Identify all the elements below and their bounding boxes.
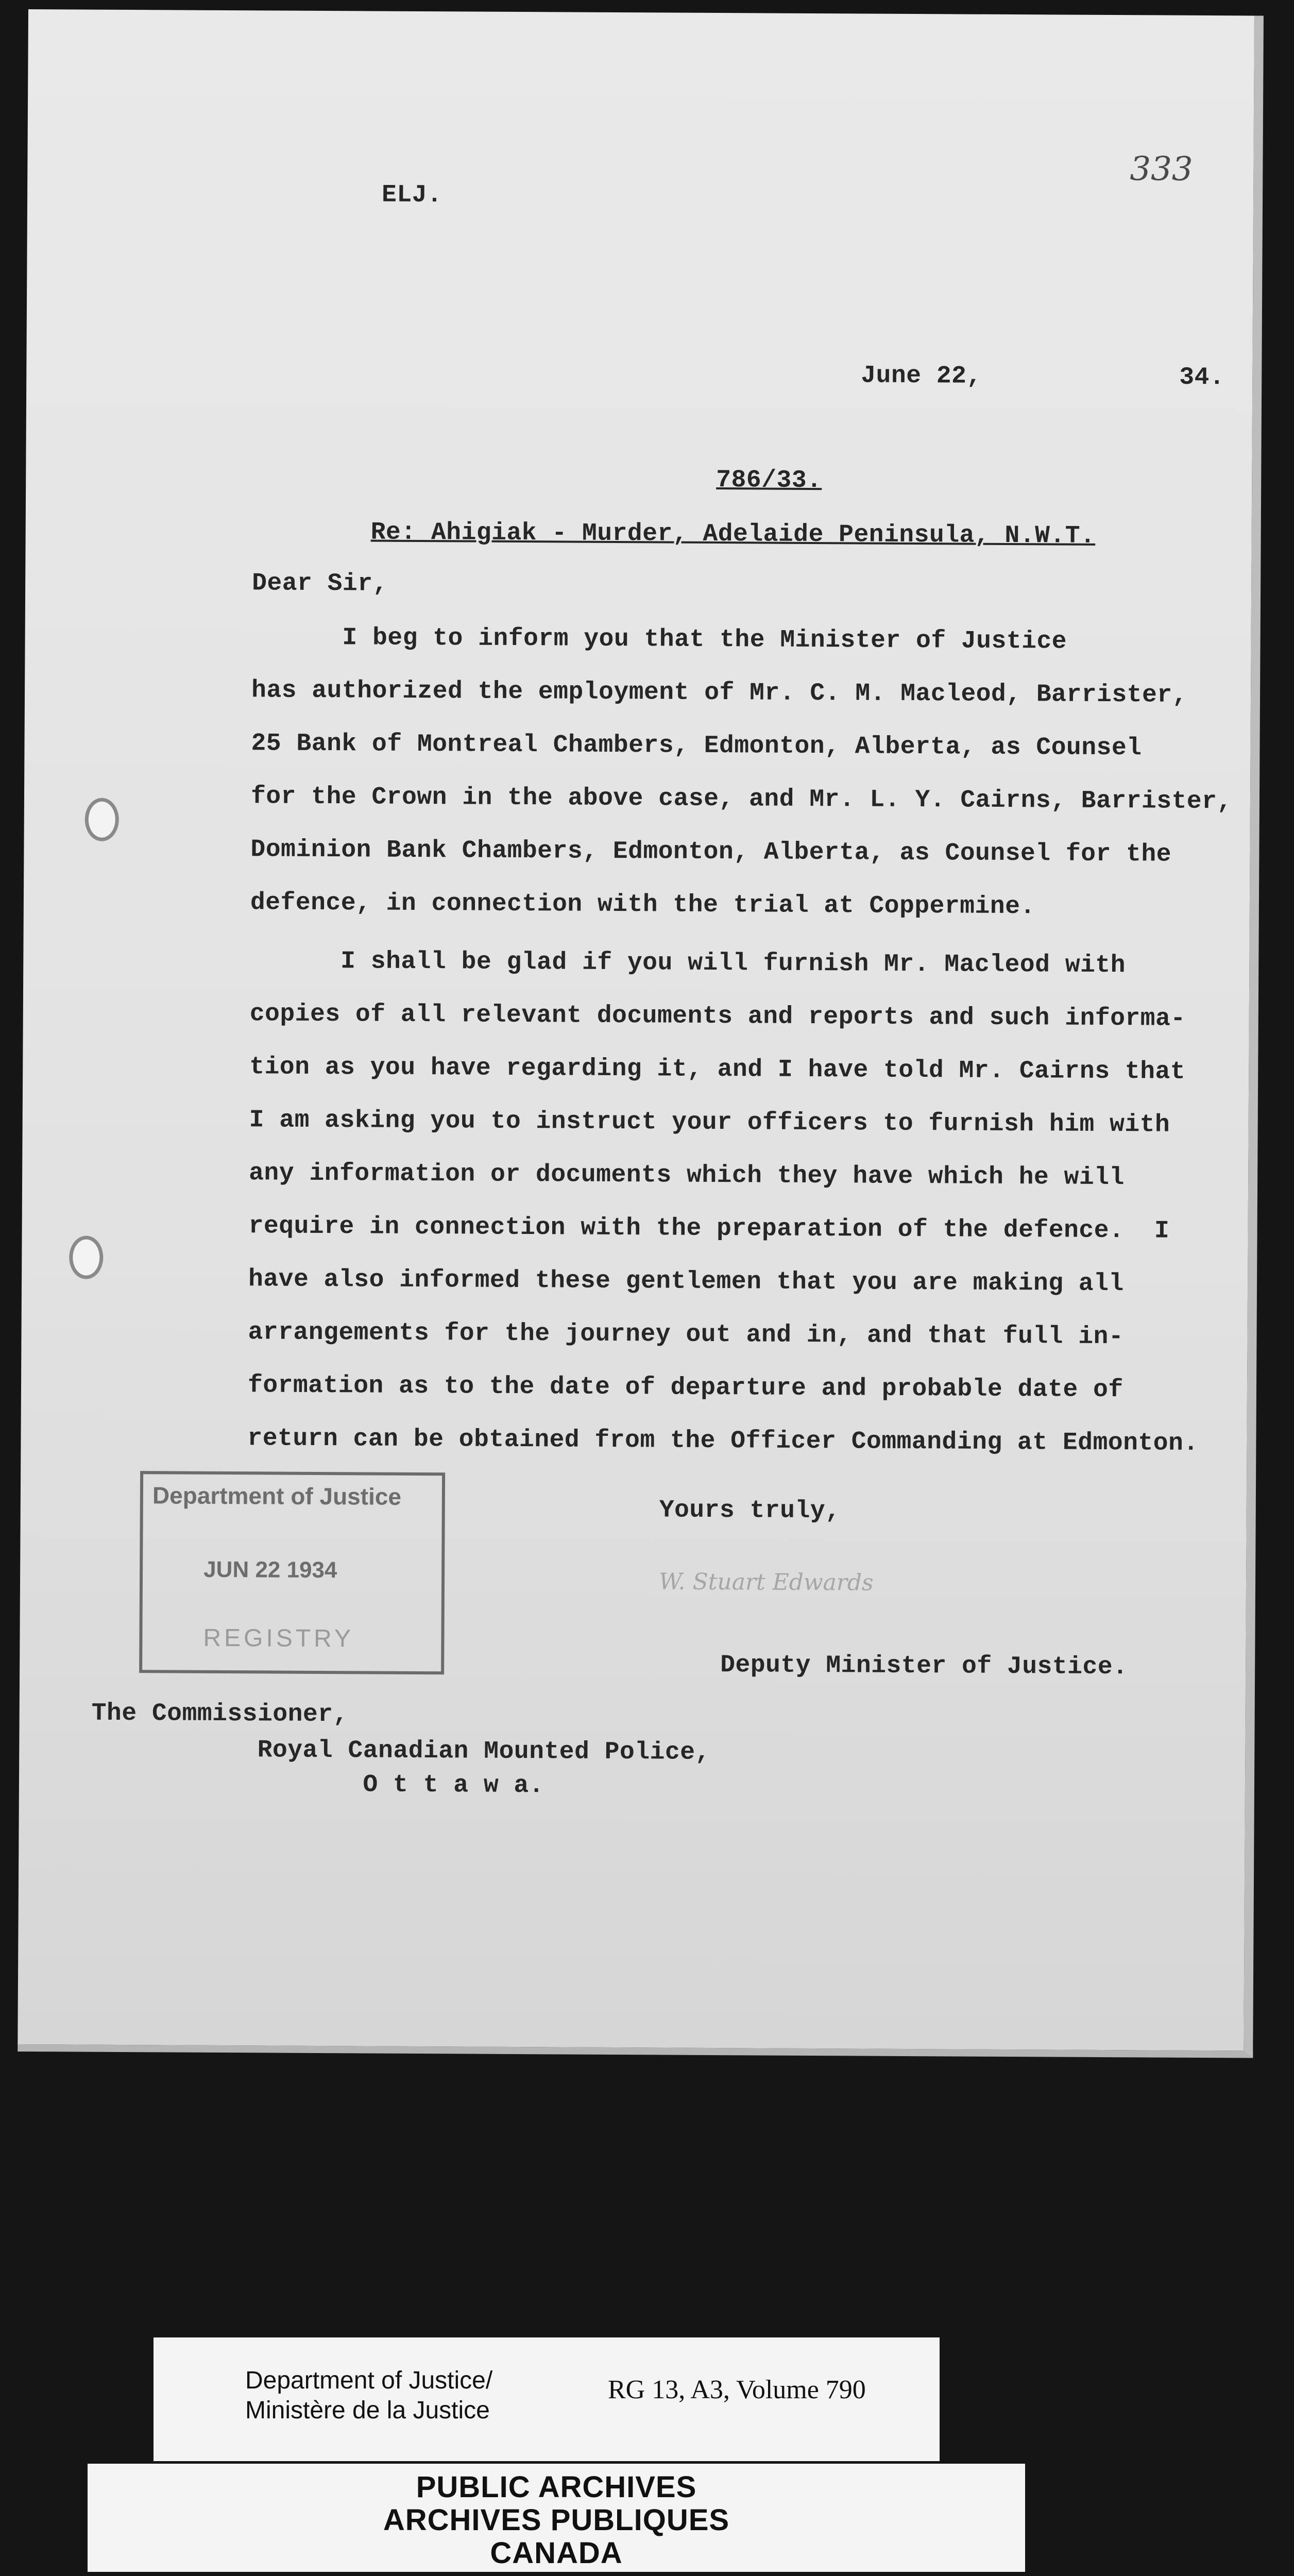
archives-country: CANADA	[490, 2536, 623, 2570]
record-group-reference: RG 13, A3, Volume 790	[608, 2375, 866, 2404]
archives-english: PUBLIC ARCHIVES	[416, 2470, 697, 2504]
body-line: any information or documents which they have which he will	[249, 1159, 1125, 1192]
signatory-title: Deputy Minister of Justice.	[720, 1651, 1128, 1682]
body-line: copies of all relevant documents and reports and such informa-	[249, 1000, 1186, 1033]
archives-label-card	[88, 2464, 1025, 2572]
body-line: I shall be glad if you will furnish Mr. Macleod with	[250, 947, 1126, 980]
addressee-line: Royal Canadian Mounted Police,	[91, 1735, 710, 1767]
addressee-line: The Commissioner,	[91, 1699, 349, 1729]
subject-line: Re: Ahigiak - Murder, Adelaide Peninsula, N.W.T.	[370, 518, 1096, 550]
stamp-registry: REGISTRY	[203, 1624, 354, 1653]
body-line: Dominion Bank Chambers, Edmonton, Alberta, as Counsel for the	[250, 836, 1172, 869]
body-line: 25 Bank of Montreal Chambers, Edmonton, Alberta, as Counsel	[251, 730, 1142, 762]
stamp-department: Department of Justice	[152, 1482, 402, 1510]
body-line: have also informed these gentlemen that you are making all	[248, 1265, 1124, 1298]
body-line: return can be obtained from the Officer Commanding at Edmonton.	[247, 1425, 1199, 1458]
closing: Yours truly,	[659, 1496, 841, 1526]
letter-year: 34.	[1179, 363, 1225, 392]
registry-stamp	[139, 1471, 445, 1674]
file-number: 786/33.	[716, 466, 822, 495]
source-label-card	[154, 2337, 940, 2461]
typist-initials: ELJ.	[381, 181, 442, 210]
salutation: Dear Sir,	[252, 569, 388, 598]
letter-date: June 22,	[861, 362, 982, 391]
letter-page	[18, 9, 1264, 2058]
stamp-date: JUN 22 1934	[203, 1556, 337, 1583]
body-line: require in connection with the preparation of the defence. I	[248, 1212, 1170, 1245]
punch-hole	[85, 798, 119, 841]
handwritten-page-number: 333	[1130, 150, 1193, 189]
body-line: I beg to inform you that the Minister of Justice	[251, 623, 1067, 656]
department-french: Ministère de la Justice	[245, 2397, 490, 2424]
body-line: for the Crown in the above case, and Mr. L. Y. Cairns, Barrister,	[250, 783, 1232, 816]
addressee-line: O t t a w a.	[91, 1769, 544, 1800]
body-line: I am asking you to instruct your officers to furnish him with	[249, 1106, 1170, 1139]
body-line: tion as you have regarding it, and I have told Mr. Cairns that	[249, 1053, 1186, 1086]
punch-hole	[69, 1235, 103, 1279]
signature: W. Stuart Edwards	[658, 1568, 874, 1596]
archives-french: ARCHIVES PUBLIQUES	[383, 2503, 730, 2537]
body-line: has authorized the employment of Mr. C. M. Macleod, Barrister,	[251, 676, 1188, 709]
body-line: formation as to the date of departure and probable date of	[247, 1371, 1123, 1404]
body-line: arrangements for the journey out and in, and that full in-	[248, 1318, 1124, 1351]
department-english: Department of Justice/	[245, 2367, 493, 2394]
body-line: defence, in connection with the trial at Coppermine.	[250, 889, 1035, 921]
